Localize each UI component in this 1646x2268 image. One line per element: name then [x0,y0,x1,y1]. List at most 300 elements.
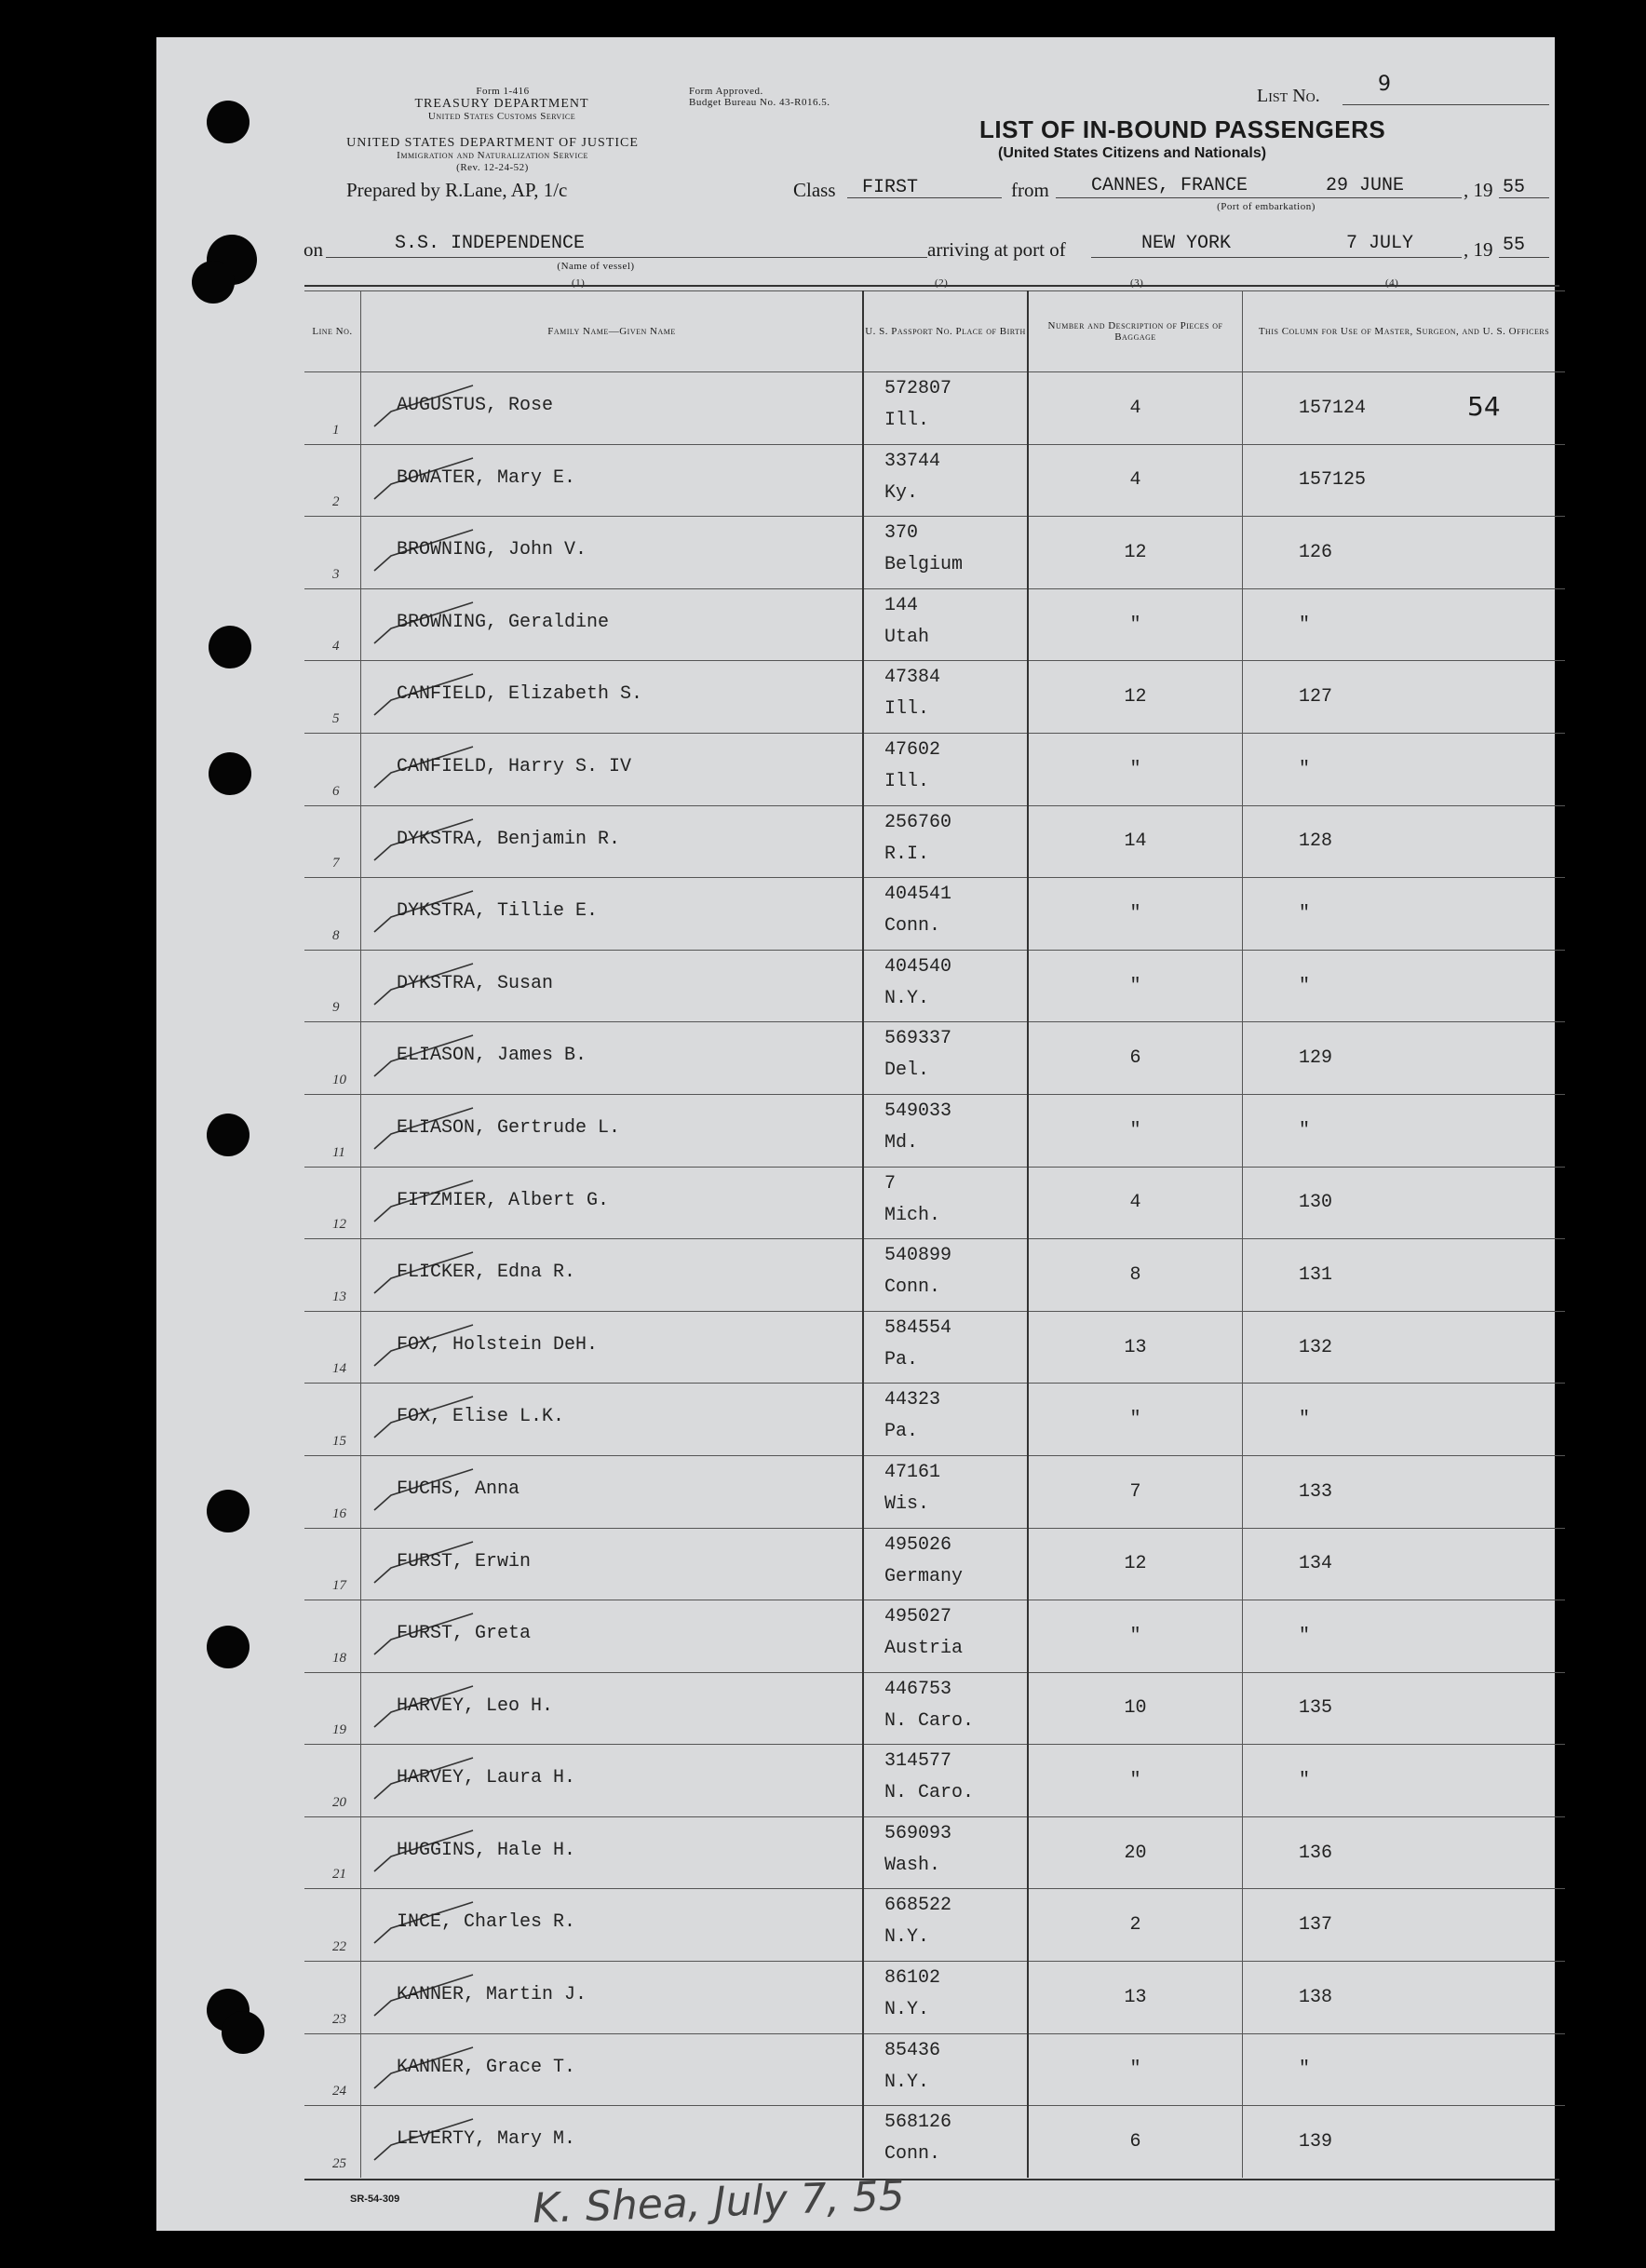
punch-hole [192,261,235,304]
line-number: 4 [332,639,340,655]
header-passport: U. S. Passport No. Place of Birth [863,291,1028,372]
line-no-cell [304,1094,361,1167]
line-number: 16 [332,1505,346,1521]
inspector-signature: K. Shea, July 7, 55 [532,2172,906,2233]
passport-cell [863,372,1028,445]
line-number: 21 [332,1867,346,1883]
line-no-cell [304,372,361,445]
punch-hole [207,1490,250,1532]
passport-number: 256760 [884,811,952,833]
passport-cell [863,1528,1028,1600]
passenger-name: KANNER, Martin J. [397,1984,587,2006]
baggage-count: 10 [1028,1672,1243,1745]
list-number: 9 [1378,73,1391,96]
birth-place: Ill. [884,770,930,792]
passport-number: 47384 [884,667,941,689]
passenger-name: KANNER, Grace T. [397,2056,576,2078]
name-cell [361,733,864,805]
revision-date: (Rev. 12-24-52) [456,162,529,173]
passport-cell [863,1384,1028,1456]
passport-number: 404540 [884,955,952,978]
officer-number: 137 [1243,1889,1566,1962]
officer-number: " [1243,733,1566,805]
form-number: Form 1-416 [476,86,530,97]
line-number: 3 [332,566,340,582]
passport-number: 370 [884,522,919,545]
name-cell [361,1455,864,1528]
col-num-1: (1) [572,277,586,289]
passport-number: 549033 [884,1100,952,1122]
birth-place: Pa. [884,1421,919,1443]
name-cell [361,1167,864,1239]
passport-number: 144 [884,594,919,616]
line-number: 6 [332,783,340,799]
officer-number: " [1243,878,1566,951]
baggage-count: 12 [1028,1528,1243,1600]
vessel-caption: (Name of vessel) [557,261,635,272]
page-mark: 54 [1467,391,1501,422]
baggage-count: 6 [1028,1022,1243,1095]
name-cell [361,1816,864,1889]
line-no-cell [304,2033,361,2106]
name-cell [361,517,864,589]
punch-hole [207,1114,250,1156]
passenger-name: FUCHS, Anna [397,1478,520,1500]
table-row [304,733,1565,805]
birth-place: Austria [884,1638,964,1660]
name-cell [361,1022,864,1095]
line-no-cell [304,1239,361,1312]
passenger-name: HUGGINS, Hale H. [397,1839,576,1861]
passport-cell [863,1239,1028,1312]
passenger-name: AUGUSTUS, Rose [397,395,554,416]
passenger-name: DYKSTRA, Benjamin R. [397,828,621,850]
passport-number: 572807 [884,378,952,399]
officer-number: 139 [1243,2106,1566,2178]
passport-number: 33744 [884,450,941,472]
passport-cell [863,1311,1028,1384]
vessel-name: S.S. INDEPENDENCE [395,233,586,254]
passport-number: 86102 [884,1967,941,1990]
arrival-port: NEW YORK [1141,233,1232,254]
table-row [304,1528,1565,1600]
table-row [304,1962,1565,2034]
port-caption: (Port of embarkation) [1217,201,1315,212]
passenger-name: LEVERTY, Mary M. [397,2128,576,2151]
baggage-count: " [1028,1094,1243,1167]
baggage-count: 4 [1028,1167,1243,1239]
birth-place: N. Caro. [884,1709,975,1732]
name-cell [361,1745,864,1817]
passport-cell [863,444,1028,517]
birth-place: Wash. [884,1854,941,1876]
passport-number: 44323 [884,1389,941,1411]
embark-date: 29 JUNE [1326,175,1405,196]
table-row [304,1167,1565,1239]
table-row [304,444,1565,517]
officer-number: " [1243,1745,1566,1817]
birth-place: N.Y. [884,2071,930,2093]
passport-cell [863,1745,1028,1817]
officer-number: " [1243,950,1566,1022]
baggage-count: 6 [1028,2106,1243,2178]
passport-cell [863,1816,1028,1889]
line-no-cell [304,1600,361,1673]
line-no-cell [304,444,361,517]
baggage-count: 4 [1028,372,1243,445]
header-officers: This Column for Use of Master, Surgeon, and U. S. Officers [1243,291,1566,372]
baggage-count: " [1028,1745,1243,1817]
passport-number: 584554 [884,1316,952,1339]
baggage-count: " [1028,733,1243,805]
line-number: 22 [332,1939,346,1955]
col-num-2: (2) [935,277,949,289]
passport-number: 85436 [884,2039,941,2061]
line-number: 15 [332,1433,346,1449]
table-row [304,372,1565,445]
table-row [304,1094,1565,1167]
class-value: FIRST [862,177,919,198]
line-no-cell [304,1384,361,1456]
passport-number: 404541 [884,884,952,906]
baggage-count: " [1028,878,1243,951]
table-row [304,661,1565,734]
birth-place: N.Y. [884,1926,930,1949]
table-row [304,1311,1565,1384]
table-row [304,1455,1565,1528]
baggage-count: 13 [1028,1311,1243,1384]
punch-hole [222,2011,264,2054]
line-no-cell [304,1672,361,1745]
passport-cell [863,805,1028,878]
passport-number: 569337 [884,1028,952,1050]
line-number: 24 [332,2084,346,2099]
baggage-count: 7 [1028,1455,1243,1528]
line-number: 11 [332,1144,345,1160]
passport-number: 314577 [884,1750,952,1773]
officer-number: 127 [1243,661,1566,734]
line-number: 2 [332,494,340,510]
line-no-cell [304,1167,361,1239]
officer-number: 157125 [1243,444,1566,517]
line-no-cell [304,1311,361,1384]
passport-number: 495027 [884,1606,952,1628]
table-row [304,805,1565,878]
passenger-name: ELIASON, Gertrude L. [397,1116,621,1139]
line-no-cell [304,588,361,661]
line-number: 20 [332,1794,346,1810]
customs-service: United States Customs Service [427,111,576,122]
baggage-count: 2 [1028,1889,1243,1962]
name-cell [361,805,864,878]
passport-cell [863,1022,1028,1095]
officer-number: 130 [1243,1167,1566,1239]
name-cell [361,1528,864,1600]
birth-place: Pa. [884,1348,919,1370]
passport-number: 540899 [884,1245,952,1267]
passport-number: 47602 [884,738,941,761]
arrival-date: 7 JULY [1346,233,1414,254]
line-number: 23 [332,2011,346,2027]
birth-place: Germany [884,1565,964,1587]
name-cell [361,878,864,951]
footer-code: SR-54-309 [350,2194,400,2205]
name-cell [361,2033,864,2106]
officer-number: " [1243,2033,1566,2106]
passport-cell [863,1455,1028,1528]
line-no-cell [304,1455,361,1528]
line-no-cell [304,1816,361,1889]
baggage-count: " [1028,588,1243,661]
on-label: on [304,238,323,261]
birth-place: Mich. [884,1204,941,1226]
baggage-count: 14 [1028,805,1243,878]
line-number: 14 [332,1361,346,1377]
officer-number: " [1243,1384,1566,1456]
passport-cell [863,878,1028,951]
line-number: 5 [332,710,340,726]
passport-number: 495026 [884,1533,952,1556]
birth-place: N. Caro. [884,1782,975,1804]
name-cell [361,1239,864,1312]
passport-number: 446753 [884,1678,952,1700]
line-number: 10 [332,1072,346,1087]
line-no-cell [304,661,361,734]
birth-place: Del. [884,1060,930,1082]
header-baggage: Number and Description of Pieces of Baggage [1028,291,1243,372]
line-no-cell [304,950,361,1022]
birth-place: Belgium [884,554,964,576]
passport-cell [863,517,1028,589]
form-subtitle: (United States Citizens and Nationals) [998,145,1267,161]
birth-place: Ill. [884,410,930,431]
passenger-name: FURST, Greta [397,1623,532,1645]
table-row [304,1672,1565,1745]
passport-cell [863,733,1028,805]
officer-number: " [1243,1600,1566,1673]
treasury-department: TREASURY DEPARTMENT [414,97,589,111]
col-num-4: (4) [1385,277,1399,289]
officer-number: 131 [1243,1239,1566,1312]
line-no-cell [304,1528,361,1600]
from-label: from [1011,179,1049,201]
passport-number: 568126 [884,2112,952,2134]
birth-place: N.Y. [884,1999,930,2021]
officer-number: 132 [1243,1311,1566,1384]
passport-cell [863,1672,1028,1745]
name-cell [361,372,864,445]
table-row [304,2033,1565,2106]
line-no-cell [304,805,361,878]
baggage-count: 13 [1028,1962,1243,2034]
officer-number: " [1243,588,1566,661]
passenger-name: FURST, Erwin [397,1550,532,1573]
line-no-cell [304,517,361,589]
passenger-name: CANFIELD, Harry S. IV [397,755,632,777]
birth-place: Ill. [884,698,930,721]
name-cell [361,1384,864,1456]
line-number: 17 [332,1578,346,1594]
punch-hole [209,752,251,795]
passenger-name: DYKSTRA, Susan [397,972,554,994]
embark-port: CANNES, FRANCE [1091,175,1248,196]
table-row [304,2106,1565,2178]
line-number: 18 [332,1650,346,1666]
passenger-name: FOX, Holstein DeH. [397,1333,599,1356]
table-row [304,1239,1565,1312]
birth-place: Wis. [884,1492,930,1515]
header-name: Family Name—Given Name [361,291,864,372]
officer-number: 138 [1243,1962,1566,2034]
line-number: 9 [332,1000,340,1016]
birth-place: Utah [884,626,930,648]
line-no-cell [304,1962,361,2034]
table-row [304,1745,1565,1817]
passport-number: 569093 [884,1822,952,1844]
line-number: 12 [332,1217,346,1233]
line-number: 7 [332,856,340,871]
line-number: 13 [332,1289,346,1304]
arrival-year-prefix: , 19 [1464,238,1493,261]
table-row [304,1816,1565,1889]
col-num-3: (3) [1130,277,1144,289]
officer-number: 136 [1243,1816,1566,1889]
baggage-count: 20 [1028,1816,1243,1889]
baggage-count: " [1028,2033,1243,2106]
punch-hole [209,626,251,668]
passenger-name: BROWNING, Geraldine [397,611,610,633]
passport-cell [863,588,1028,661]
officer-number: 157124 [1243,372,1566,445]
baggage-count: 8 [1028,1239,1243,1312]
list-no-label: List No. [1257,86,1320,106]
table-row [304,878,1565,951]
birth-place: Conn. [884,915,941,938]
passport-number: 668522 [884,1895,952,1917]
passenger-name: HARVEY, Laura H. [397,1767,576,1789]
birth-place: Ky. [884,481,919,504]
table-row [304,1384,1565,1456]
passenger-name: CANFIELD, Elizabeth S. [397,683,643,706]
line-no-cell [304,1745,361,1817]
passenger-name: BROWNING, John V. [397,539,587,561]
passport-cell [863,1889,1028,1962]
line-number: 8 [332,927,340,943]
ins-service: Immigration and Naturalization Service [397,150,588,161]
passport-cell [863,1600,1028,1673]
passenger-name: ELIASON, James B. [397,1045,587,1067]
name-cell [361,1672,864,1745]
prepared-by: Prepared by R.Lane, AP, 1/c [346,179,568,201]
embark-year: 55 [1503,177,1526,198]
passport-cell [863,950,1028,1022]
passenger-name: FOX, Elise L.K. [397,1406,565,1428]
birth-place: N.Y. [884,987,930,1009]
passenger-table [304,290,1565,2178]
name-cell [361,2106,864,2178]
name-cell [361,1094,864,1167]
line-number: 1 [332,422,340,438]
passport-number: 7 [884,1172,897,1195]
justice-department: UNITED STATES DEPARTMENT OF JUSTICE [346,136,639,150]
passenger-name: BOWATER, Mary E. [397,466,576,489]
header-line-no: Line No. [304,291,361,372]
name-cell [361,444,864,517]
passenger-name: DYKSTRA, Tillie E. [397,900,599,923]
passport-cell [863,1962,1028,2034]
officer-number: 128 [1243,805,1566,878]
officer-number: 133 [1243,1455,1566,1528]
table-row [304,588,1565,661]
line-no-cell [304,2106,361,2178]
table-row [304,517,1565,589]
name-cell [361,1889,864,1962]
birth-place: Md. [884,1131,919,1154]
line-number: 25 [332,2155,346,2171]
passport-cell [863,2106,1028,2178]
baggage-count: " [1028,1384,1243,1456]
class-label: Class [793,179,836,201]
form-title: LIST OF IN-BOUND PASSENGERS [979,115,1386,143]
punch-hole [207,101,250,143]
officer-number: 129 [1243,1022,1566,1095]
embark-year-prefix: , 19 [1464,179,1493,201]
birth-place: Conn. [884,1276,941,1299]
table-row [304,1600,1565,1673]
name-cell [361,588,864,661]
name-cell [361,1311,864,1384]
name-cell [361,1962,864,2034]
table-row [304,1022,1565,1095]
officer-number: 126 [1243,517,1566,589]
passport-cell [863,1167,1028,1239]
form-approved: Form Approved. [689,86,763,97]
table-row [304,1889,1565,1962]
baggage-count: " [1028,950,1243,1022]
birth-place: Conn. [884,2143,941,2166]
line-no-cell [304,1889,361,1962]
punch-hole [207,1626,250,1668]
line-no-cell [304,733,361,805]
budget-bureau: Budget Bureau No. 43-R016.5. [689,97,830,108]
arriving-label: arriving at port of [927,238,1066,261]
baggage-count: 12 [1028,517,1243,589]
line-no-cell [304,1022,361,1095]
name-cell [361,950,864,1022]
name-cell [361,661,864,734]
officer-number: 135 [1243,1672,1566,1745]
passenger-name: FITZMIER, Albert G. [397,1189,610,1211]
baggage-count: 12 [1028,661,1243,734]
passenger-name: FLICKER, Edna R. [397,1262,576,1284]
line-number: 19 [332,1722,346,1738]
table-row [304,950,1565,1022]
passport-cell [863,2033,1028,2106]
arrival-year: 55 [1503,235,1526,256]
baggage-count: " [1028,1600,1243,1673]
passenger-name: HARVEY, Leo H. [397,1694,554,1717]
officer-number: 134 [1243,1528,1566,1600]
passport-cell [863,661,1028,734]
name-cell [361,1600,864,1673]
line-no-cell [304,878,361,951]
table-header-row [304,291,1565,372]
passport-cell [863,1094,1028,1167]
passport-number: 47161 [884,1461,941,1483]
passenger-name: INCE, Charles R. [397,1911,576,1934]
officer-number: " [1243,1094,1566,1167]
baggage-count: 4 [1028,444,1243,517]
